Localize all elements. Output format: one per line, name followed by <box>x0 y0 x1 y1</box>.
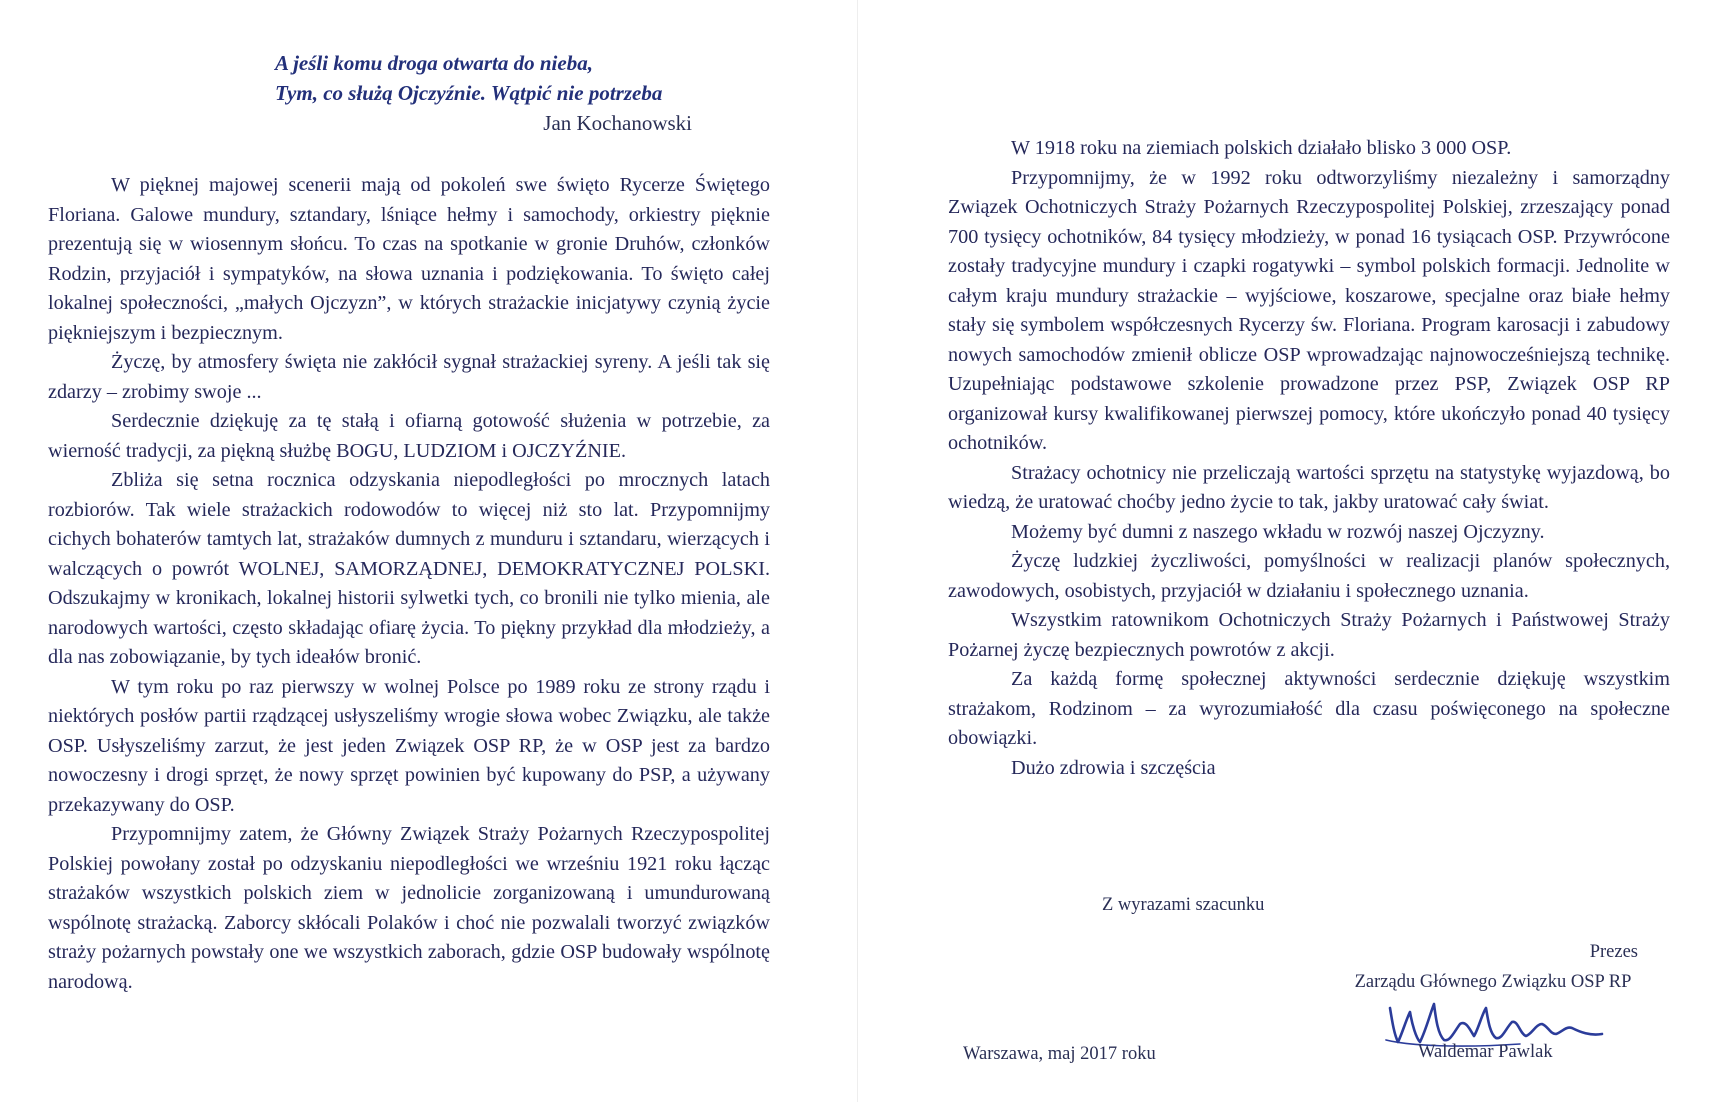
paragraph: Przypomnijmy, że w 1992 roku odtworzyliśmy niezależny i samorządny Związek Ochotniczych Straży Pożarnych Rzeczypospolitej Polskiej, zrzeszający ponad 700 tysięcy ochotników, 84 tysięcy młodzieży, w ponad 16 tysiącach OSP. Przywrócone zostały tradycyjne mundury i czapki rogatywki – symbol polskich formacji. Jednolite w całym kraju mundury strażackie – wyjściowe, koszarowe, specjalne oraz białe hełmy stały się symbolem współczesnych Rycerzy św. Floriana. Program karosacji i zabudowy nowych samochodów zmienił oblicze OSP wprowadzając najnowocześniejszą technikę. Uzupełniając podstawowe szkolenie prowadzone przez PSP, Związek OSP RP organizował kursy kwalifikowanej pierwszej pomocy, które ukończyło ponad 40 tysięcy ochotników. <box>948 166 1670 454</box>
paragraph: Życzę ludzkiej życzliwości, pomyślności w realizacji planów społecznych, zawodowych, osobistych, przyjaciół w działaniu i społecznego uznania. <box>948 550 1670 602</box>
epigraph-line-2: Tym, co służą Ojczyźnie. Wątpić nie potrzeba <box>275 81 663 105</box>
epigraph <box>275 48 755 138</box>
paragraph: Możemy być dumni z naszego wkładu w rozwój naszej Ojczyzny. <box>1011 520 1545 543</box>
signatory-name: Waldemar Pawlak <box>1418 1042 1553 1062</box>
signatory-organization: Zarządu Głównego Związku OSP RP <box>1354 972 1632 992</box>
paragraph: Wszystkim ratownikom Ochotniczych Straży Pożarnych i Państwowej Straży Pożarnej życzę bezpiecznych powrotów z akcji. <box>948 609 1670 661</box>
closing-salutation: Z wyrazami szacunku <box>1102 895 1265 915</box>
paragraph: W pięknej majowej scenerii mają od pokoleń swe święto Rycerze Świętego Floriana. Galowe mundury, sztandary, lśniące hełmy i samochody, orkiestry pięknie prezentują się w wiosennym słońcu. To czas na spotkanie w gronie Druhów, członków Rodzin, przyjaciół i sympatyków, na słowa uznania i podziękowania. To święto całej lokalnej społeczności, „małych Ojczyzn”, w których strażackie inicjatywy czynią życie piękniejszym i bezpiecznym. <box>48 174 770 344</box>
paragraph: Zbliża się setna rocznica odzyskania niepodległości po mrocznych latach rozbiorów. Tak wiele strażackich rodowodów to więcej niż sto lat. Przypomnijmy cichych bohaterów tamtych lat, strażaków dumnych z munduru i sztandaru, wierzących i walczących o powrót WOLNEJ, SAMORZĄDNEJ, DEMOKRATYCZNEJ POLSKI. Odszukajmy w kronikach, lokalnej historii sylwetki tych, co bronili nie tylko mienia, ale narodowych wartości, często składając ofiarę życia. To piękny przykład dla młodzieży, a dla nas zobowiązanie, by tych ideałów bronić. <box>48 469 770 668</box>
place-and-date: Warszawa, maj 2017 roku <box>963 1044 1156 1064</box>
right-body-text <box>948 134 1670 783</box>
right-page <box>858 0 1723 1102</box>
paragraph: Przypomnijmy zatem, że Główny Związek Straży Pożarnych Rzeczypospolitej Polskiej powołany został po odzyskaniu niepodległości we wrześniu 1921 roku łącząc strażaków wszystkich polskich ziem w jednolicie zorganizowaną i umundurowaną wspólnotę strażacką. Zaborcy skłócali Polaków i choć nie pozwalali tworzyć związków straży pożarnych powstały one we wszystkich zaborach, gdzie OSP budowały wspólnotę narodową. <box>48 823 770 993</box>
epigraph-author: Jan Kochanowski <box>543 111 692 135</box>
paragraph: Życzę, by atmosfery święta nie zakłócił sygnał strażackiej syreny. A jeśli tak się zdarzy – zrobimy swoje ... <box>48 351 770 403</box>
epigraph-line-1: A jeśli komu droga otwarta do nieba, <box>275 51 593 75</box>
paragraph: Serdecznie dziękuję za tę stałą i ofiarną gotowość służenia w potrzebie, za wierność tradycji, za piękną służbę BOGU, LUDZIOM i OJCZYŹNIE. <box>48 410 770 462</box>
paragraph: W tym roku po raz pierwszy w wolnej Polsce po 1989 roku ze strony rządu i niektórych posłów partii rządzącej usłyszeliśmy wrogie słowa wobec Związku, ale także OSP. Usłyszeliśmy zarzut, że jest jeden Związek OSP RP, że w OSP jest za bardzo nowoczesny i drogi sprzęt, że nowy sprzęt powinien być kupowany do PSP, a używany przekazywany do OSP. <box>48 675 770 816</box>
paragraph: Dużo zdrowia i szczęścia <box>1011 756 1216 779</box>
left-body-text <box>48 171 770 997</box>
paragraph: Za każdą formę społecznej aktywności serdecznie dziękuję wszystkim strażakom, Rodzinom – za wyrozumiałość dla czasu poświęconego na społeczne obowiązki. <box>948 668 1670 749</box>
paragraph: Strażacy ochotnicy nie przeliczają wartości sprzętu na statystykę wyjazdową, bo wiedzą, że uratować choćby jedno życie to tak, jakby uratować cały świat. <box>948 461 1670 513</box>
paragraph: W 1918 roku na ziemiach polskich działało blisko 3 000 OSP. <box>1011 137 1512 159</box>
signatory-title: Prezes <box>1589 942 1638 962</box>
left-page <box>0 0 857 1102</box>
